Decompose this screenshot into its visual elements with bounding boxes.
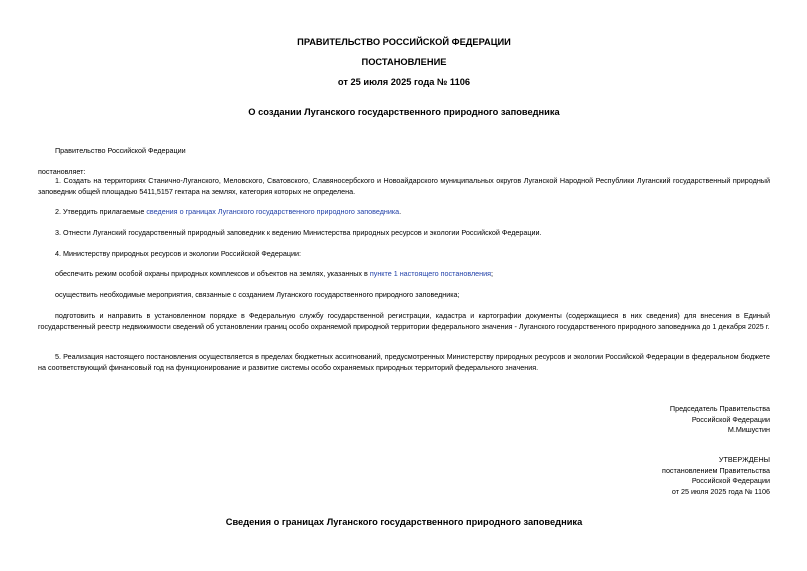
- item-3-paragraph: 3. Отнести Луганский государственный природный заповедник к ведению Министерства природных ресурсов и экологии Российской Федерации.: [55, 228, 542, 237]
- item-4a-suffix: ;: [491, 269, 494, 278]
- document-title: О создании Луганского государственного природного заповедника: [248, 107, 560, 117]
- item-5-paragraph: 5. Реализация настоящего постановления осуществляется в пределах бюджетных ассигнований, предусмотренных Министерству природных ресурсов и экологии Российской Федерации в федеральном бюджете на соответствующий финансовый год на функционирование и развитие системы особо охраняемых природных территорий федерального значения.: [38, 352, 770, 372]
- approval-line-3: Российской Федерации: [691, 476, 770, 485]
- government-heading: ПРАВИТЕЛЬСТВО РОССИЙСКОЙ ФЕДЕРАЦИИ: [297, 37, 511, 47]
- date-number-heading: от 25 июля 2025 года № 1106: [337, 77, 471, 87]
- document-page: [38, 0, 770, 571]
- item-4a-paragraph: [38, 269, 770, 280]
- signature-block: [570, 404, 770, 436]
- approval-line-1: УТВЕРЖДЕНЫ: [718, 455, 770, 464]
- signature-line-1: Председатель Правительства: [669, 404, 770, 413]
- doc-type-heading: ПОСТАНОВЛЕНИЕ: [361, 57, 447, 67]
- item-4a-prefix: обеспечить режим особой охраны природных комплексов и объектов на землях, указанных в: [55, 269, 370, 278]
- approval-block: [570, 455, 770, 497]
- signature-line-3: М.Мишустин: [727, 425, 770, 434]
- intro-paragraph: Правительство Российской Федерации: [55, 146, 186, 155]
- signature-line-2: Российской Федерации: [691, 414, 770, 424]
- approval-line-2: постановлением Правительства: [662, 465, 770, 475]
- item-2-paragraph: [38, 207, 770, 218]
- decrees-paragraph: постановляет:: [38, 167, 86, 176]
- item-4a-link[interactable]: пункте 1 настоящего постановления: [369, 269, 492, 278]
- item-2-prefix: 2. Утвердить прилагаемые: [55, 207, 147, 216]
- item-2-link[interactable]: сведения о границах Луганского государственного природного заповедника: [146, 207, 400, 216]
- item-2-suffix: .: [399, 207, 402, 216]
- item-1-paragraph: 1. Создать на территориях Станично-Луганского, Меловского, Сватовского, Славяносербского и Новоайдарского муниципальных округов Луганской Народной Республики Луганский государственный природный заповедник общей площадью 5411,5157 гектара на землях, категория которых не определена.: [38, 176, 770, 196]
- item-4c-paragraph: подготовить и направить в установленном порядке в Федеральную службу государственной регистрации, кадастра и картографии документы (содержащиеся в них сведения) для внесения в Единый государственный реестр недвижимости сведений об установлении границ особо охраняемой природной территории федерального значения - Луганского государственного природного заповедника до 1 декабря 2025 г.: [38, 311, 770, 331]
- approval-line-4: от 25 июля 2025 года № 1106: [671, 486, 770, 496]
- item-4-paragraph: 4. Министерству природных ресурсов и экологии Российской Федерации:: [55, 249, 301, 258]
- appendix-title: Сведения о границах Луганского государственного природного заповедника: [225, 517, 583, 527]
- item-4b-paragraph: осуществить необходимые мероприятия, связанные с созданием Луганского государственного природного заповедника;: [55, 290, 460, 299]
